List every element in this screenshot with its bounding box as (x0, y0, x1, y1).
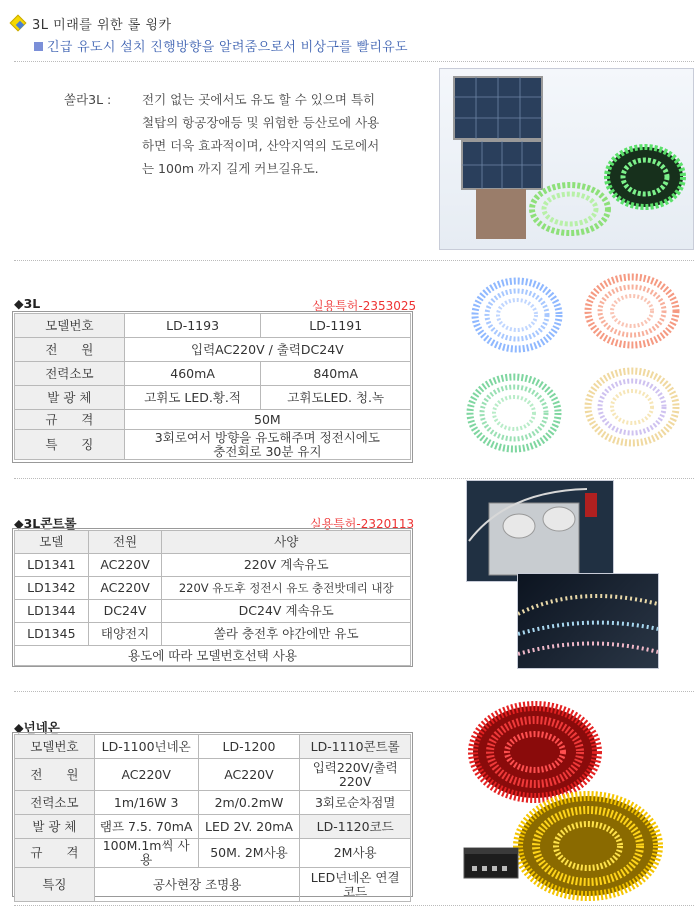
table-cell: LD1344 (15, 600, 89, 623)
column-header-spec: 사양 (162, 531, 411, 554)
table-cell: AC220V (94, 759, 198, 791)
divider (14, 905, 694, 906)
table-cell: LD1342 (15, 577, 89, 600)
table-cell: LD1341 (15, 554, 89, 577)
divider (14, 260, 694, 261)
table-cell: LD1345 (15, 623, 89, 646)
intro-line-2: 철탑의 항공장애등 및 위험한 등산로에 사용 (142, 115, 380, 130)
page-subtitle-text: 긴급 유도시 설치 진행방향을 알려줌으로서 비상구를 빨리유도 (47, 40, 408, 55)
table-cell: 3회로여서 방향을 유도해주며 정전시에도 충전회로 30분 유지 (124, 430, 410, 460)
table-cell: 램프 7.5. 70mA (94, 815, 198, 839)
section-control-patent: 실용특허-2320113 (310, 517, 415, 531)
table-cell: DC24V (88, 600, 162, 623)
table-header-cell: 규 격 (15, 839, 95, 868)
neon-rope-reels-photo (460, 698, 692, 910)
intro-line-1: 전기 없는 곳에서도 유도 할 수 있으며 특히 (142, 92, 376, 107)
table-cell: LD-1200 (198, 735, 300, 759)
divider (14, 61, 694, 62)
section-3l-heading: ◆3L (14, 296, 41, 311)
table-cell: 고휘도 LED.황.적 (124, 386, 261, 410)
table-cell: 50M (124, 410, 410, 430)
led-string-photo (517, 573, 659, 669)
divider (14, 691, 694, 692)
table-row (15, 386, 411, 410)
controller-box-photo (466, 480, 614, 582)
table-row (15, 839, 411, 868)
divider (14, 478, 694, 479)
section-neon-heading: ◆넌네온 (14, 720, 60, 735)
table-cell: 2m/0.2mW (198, 791, 300, 815)
table-cell: 220V 유도후 정전시 유도 충전밧데리 내장 (162, 577, 411, 600)
table-header-cell: 규 격 (15, 410, 125, 430)
section-3l-patent: 실용특허-2353025 (312, 299, 417, 313)
table-cell: LED넌네온 연결코드 (300, 868, 411, 902)
table-header-cell: 모델번호 (15, 314, 125, 338)
table-row (15, 623, 411, 646)
table-cell: 공사현장 조명용 (94, 868, 300, 902)
table-cell: 입력AC220V / 출력DC24V (124, 338, 410, 362)
table-cell: LD-1120코드 (300, 815, 411, 839)
table-cell: 태양전지 (88, 623, 162, 646)
intro-line-3: 하면 더욱 효과적이며, 산악지역의 도로에서 (142, 138, 380, 153)
table-header-cell: 모델번호 (15, 735, 95, 759)
table-header-cell: 발 광 체 (15, 386, 125, 410)
table-cell: 100M.1m씩 사용 (94, 839, 198, 868)
table-row (15, 646, 411, 666)
intro-text (64, 88, 379, 180)
section-3l-table (14, 313, 411, 460)
page-subtitle (34, 36, 408, 55)
section-control-table (14, 530, 411, 666)
column-header-model: 모델 (15, 531, 89, 554)
solar-product-photo (439, 68, 694, 250)
table-footer-cell: 용도에 따라 모델번호선택 사용 (15, 646, 411, 666)
table-row (15, 735, 411, 759)
table-header-cell: 특징 (15, 868, 95, 902)
table-cell: AC220V (88, 577, 162, 600)
table-cell: 입력220V/출력220V (300, 759, 411, 791)
table-row (15, 815, 411, 839)
table-cell: 3회로순차점멸 (300, 791, 411, 815)
table-cell: 2M사용 (300, 839, 411, 868)
table-cell: LD-1100넌네온 (94, 735, 198, 759)
table-cell: AC220V (198, 759, 300, 791)
table-cell: 460mA (124, 362, 261, 386)
table-cell: LD-1193 (124, 314, 261, 338)
table-row (15, 362, 411, 386)
table-row (15, 338, 411, 362)
table-cell: 쏠라 충전후 야간에만 유도 (162, 623, 411, 646)
section-neon-table (14, 734, 411, 902)
table-row (15, 577, 411, 600)
table-cell: DC24V 계속유도 (162, 600, 411, 623)
bullet-square-icon (34, 42, 43, 51)
intro-line-4: 는 100m 까지 길게 커브길유도. (142, 161, 319, 176)
rope-light-reels-photo (462, 265, 692, 459)
table-cell: LED 2V. 20mA (198, 815, 300, 839)
table-cell: AC220V (88, 554, 162, 577)
table-header-row (15, 531, 411, 554)
table-header-cell: 특 징 (15, 430, 125, 460)
table-row (15, 868, 411, 902)
table-cell: 840mA (261, 362, 411, 386)
table-row (15, 430, 411, 460)
table-header-cell: 발 광 체 (15, 815, 95, 839)
table-row (15, 554, 411, 577)
table-header-cell: 전 원 (15, 759, 95, 791)
table-cell: 50M. 2M사용 (198, 839, 300, 868)
table-row (15, 791, 411, 815)
table-row (15, 759, 411, 791)
column-header-power: 전원 (88, 531, 162, 554)
table-header-cell: 전 원 (15, 338, 125, 362)
table-row (15, 314, 411, 338)
table-cell: LD-1110콘트롤 (300, 735, 411, 759)
table-cell: 1m/16W 3 (94, 791, 198, 815)
page-title: 3L 미래를 위한 롤 윙카 (32, 18, 172, 33)
table-row (15, 600, 411, 623)
intro-label: 쏠라3L : (64, 92, 112, 107)
table-header-cell: 전력소모 (15, 362, 125, 386)
table-cell: LD-1191 (261, 314, 411, 338)
table-header-cell: 전력소모 (15, 791, 95, 815)
section-control-heading: ◆3L콘트롤 (14, 516, 77, 531)
table-row (15, 410, 411, 430)
table-cell: 고휘도LED. 청.녹 (261, 386, 411, 410)
table-cell: 220V 계속유도 (162, 554, 411, 577)
